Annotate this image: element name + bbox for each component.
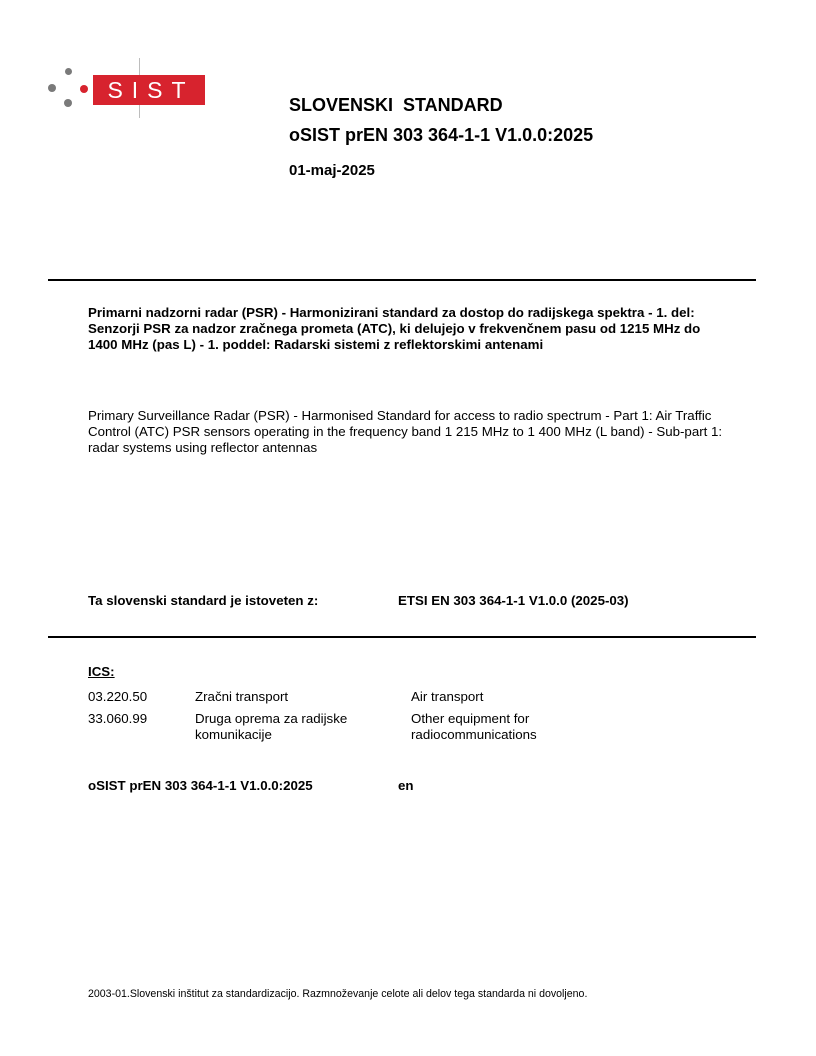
standard-type: SLOVENSKI STANDARD xyxy=(289,95,503,115)
logo-dot xyxy=(48,84,56,92)
identity-label: Ta slovenski standard je istoveten z: xyxy=(88,593,319,608)
ics-description-en: Air transport xyxy=(411,689,484,704)
identity-value: ETSI EN 303 364-1-1 V1.0.0 (2025-03) xyxy=(398,593,629,608)
ics-code: 03.220.50 xyxy=(88,689,148,704)
copyright-footer: 2003-01.Slovenski inštitut za standardizacijo. Razmnoževanje celote ali delov tega standarda ni dovoljeno. xyxy=(88,988,588,1000)
ics-description-en: Other equipment for radiocommunications xyxy=(411,711,537,742)
logo-dot xyxy=(80,85,88,93)
divider-top xyxy=(48,279,756,281)
document-id: oSIST prEN 303 364-1-1 V1.0.0:2025 xyxy=(88,778,313,793)
ics-description-sl: Druga oprema za radijske komunikacije xyxy=(195,711,348,742)
ics-row xyxy=(88,711,728,747)
title-slovenian: Primarni nadzorni radar (PSR) - Harmonizirani standard za dostop do radijskega spektra - 1. del: Senzorji PSR za nadzor zračnega prometa (ATC), ki delujejo v frekvenčnem pasu od 1215 MHz do 1400 MHz (pas L) - 1. poddel: Radarski sistemi z reflektorskimi antenami xyxy=(88,305,701,352)
standard-number: oSIST prEN 303 364-1-1 V1.0.0:2025 xyxy=(289,125,594,145)
ics-description-sl: Zračni transport xyxy=(195,689,289,704)
logo-dot xyxy=(65,68,72,75)
divider-bottom xyxy=(48,636,756,638)
publication-date: 01-maj-2025 xyxy=(289,162,375,179)
document-language: en xyxy=(398,778,414,793)
ics-code: 33.060.99 xyxy=(88,711,148,726)
logo-dot xyxy=(64,99,72,107)
ics-label: ICS: xyxy=(88,664,115,679)
logo-wordmark: SIST xyxy=(93,75,205,105)
title-english: Primary Surveillance Radar (PSR) - Harmonised Standard for access to radio spectrum - Part 1: Air Traffic Control (ATC) PSR sensors operating in the frequency band 1 215 MHz to 1 400 MHz (L band) - Sub-part 1: radar systems using reflector antennas xyxy=(88,408,723,455)
